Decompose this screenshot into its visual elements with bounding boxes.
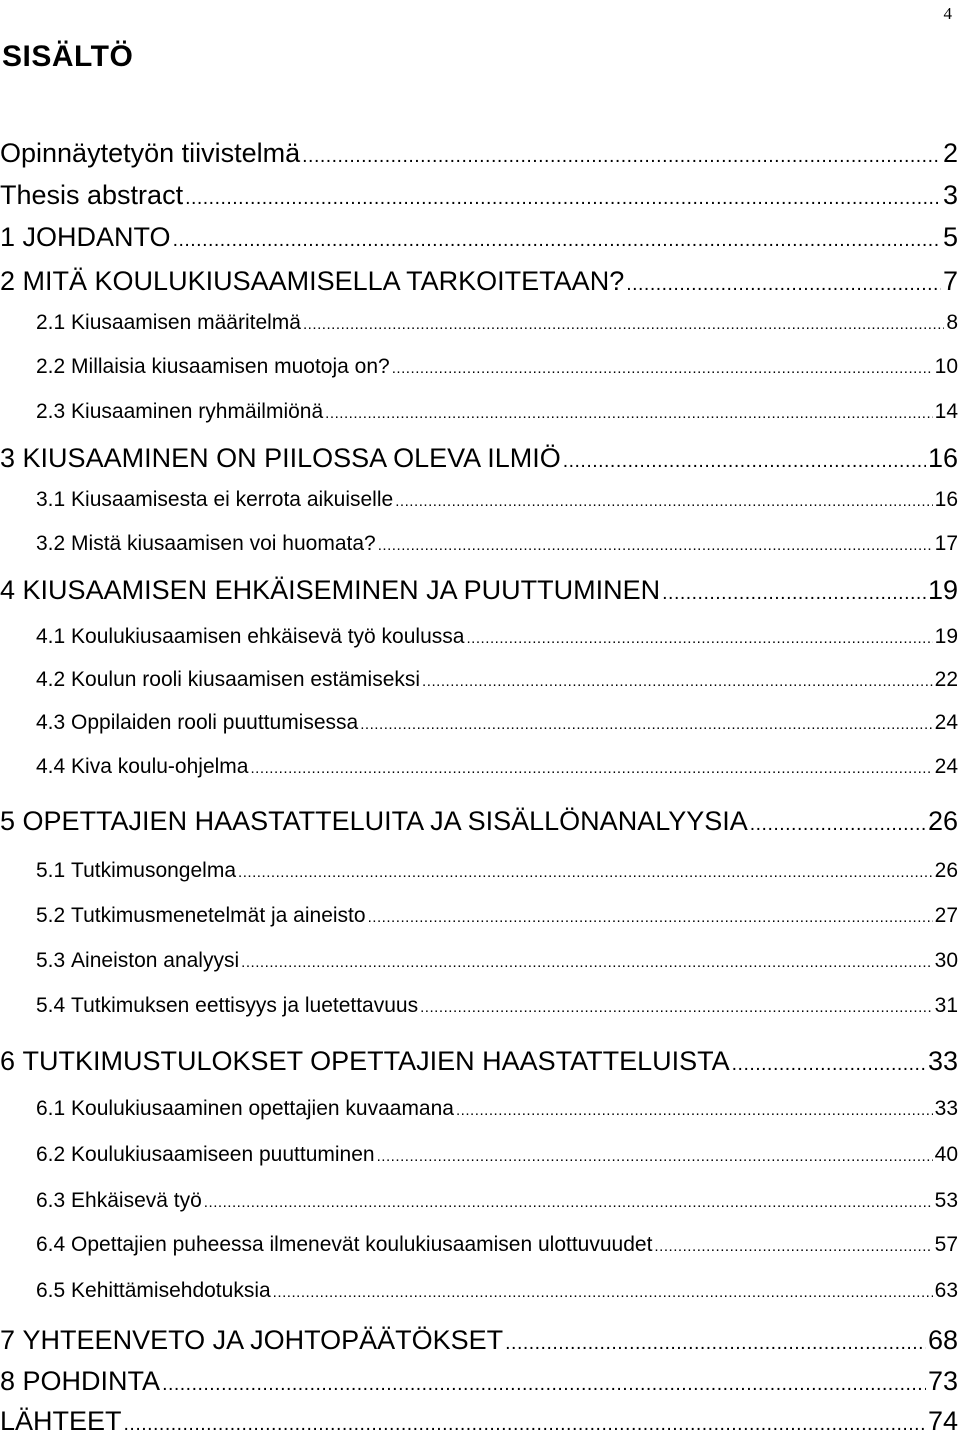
- toc-entry-number: 6.4: [36, 1233, 66, 1256]
- toc-entry-number: 4.1: [36, 625, 66, 648]
- toc-entry[interactable]: [0, 1368, 958, 1395]
- toc-entry[interactable]: [0, 995, 958, 1016]
- toc-entry-number: 4: [0, 575, 16, 605]
- toc-entry-number: 2.3: [36, 400, 66, 423]
- toc-entry-number: 3: [0, 443, 16, 473]
- toc-entry-label: Kehittämisehdotuksia: [71, 1279, 271, 1302]
- toc-entry-page: 24: [934, 755, 958, 778]
- toc-entry-page: 31: [934, 994, 958, 1017]
- toc-entry[interactable]: [0, 1048, 958, 1075]
- toc-entry-leader: [241, 955, 933, 970]
- toc-entry-page: 3: [942, 180, 958, 210]
- toc-entry-number: 5: [0, 806, 16, 836]
- toc-entry[interactable]: [0, 669, 958, 690]
- toc-entry[interactable]: [0, 1098, 958, 1119]
- toc-entry-page: 40: [934, 1143, 958, 1166]
- toc-entry-spacer: [15, 445, 23, 472]
- toc-entry-page: 16: [934, 488, 958, 511]
- toc-entry-number: 2.2: [36, 355, 66, 378]
- toc-entry-leader: [302, 147, 941, 166]
- toc-entry-page: 5: [942, 222, 958, 252]
- toc-entry-page: 7: [942, 266, 958, 296]
- toc-entry-page: 27: [934, 904, 958, 927]
- toc-entry[interactable]: [0, 577, 958, 604]
- toc-entry[interactable]: [0, 445, 958, 472]
- toc-entry-page: 10: [934, 355, 958, 378]
- toc-entry-page: 16: [927, 443, 958, 473]
- toc-entry-number: 1: [0, 222, 16, 252]
- toc-entry-spacer: [15, 1048, 23, 1075]
- toc-entry-label: LÄHTEET: [0, 1406, 122, 1436]
- toc-entry-leader: [395, 494, 932, 509]
- toc-entry-page: 73: [927, 1366, 958, 1396]
- toc-entry-number: 4.2: [36, 668, 66, 691]
- toc-entry-leader: [303, 317, 944, 332]
- toc-entry-label: Koulukiusaaminen opettajien kuvaamana: [71, 1097, 454, 1120]
- toc-entry-label: Kiusaamisesta ei kerrota aikuiselle: [71, 488, 394, 511]
- toc-entry-page: 57: [934, 1233, 958, 1256]
- toc-entry-number: 5.4: [36, 994, 66, 1017]
- toc-entry-leader: [377, 1149, 933, 1164]
- toc-entry-spacer: [15, 1327, 23, 1354]
- toc-entry-leader: [162, 1375, 926, 1394]
- toc-entry-page: 24: [934, 711, 958, 734]
- toc-entry[interactable]: [0, 356, 958, 377]
- toc-entry[interactable]: [0, 1408, 958, 1435]
- toc-entry-leader: [750, 815, 926, 834]
- toc-entry-page: 2: [942, 138, 958, 168]
- toc-entry-page: 33: [927, 1046, 958, 1076]
- toc-entry-label: JOHDANTO: [22, 222, 171, 252]
- toc-entry-spacer: [15, 1368, 23, 1395]
- toc-entry[interactable]: [0, 533, 958, 554]
- toc-entry-page: 14: [934, 400, 958, 423]
- toc-entry-leader: [662, 584, 926, 603]
- toc-entry[interactable]: [0, 312, 958, 333]
- toc-entry-leader: [563, 452, 926, 471]
- toc-entry-leader: [466, 631, 932, 646]
- toc-entry-page: 68: [927, 1325, 958, 1355]
- toc-entry-label: Tutkimuksen eettisyys ja luetettavuus: [71, 994, 419, 1017]
- toc-entry-number: 6: [0, 1046, 16, 1076]
- toc-entry-label: TUTKIMUSTULOKSET OPETTAJIEN HAASTATTELUISTA: [22, 1046, 730, 1076]
- toc-entry[interactable]: [0, 756, 958, 777]
- toc-entry-leader: [273, 1285, 933, 1300]
- toc-entry[interactable]: [0, 140, 958, 167]
- toc-entry-label: Koulun rooli kiusaamisen estämiseksi: [71, 668, 421, 691]
- toc-entry-leader: [238, 865, 933, 880]
- toc-entry-leader: [173, 231, 941, 250]
- toc-entry[interactable]: [0, 489, 958, 510]
- toc-entry-label: Opettajien puheessa ilmenevät koulukiusaamisen ulottuvuudet: [71, 1233, 653, 1256]
- toc-entry-label: Thesis abstract: [0, 180, 184, 210]
- toc-entry-spacer: [15, 808, 23, 835]
- toc-entry-label: Kiva koulu-ohjelma: [71, 755, 249, 778]
- toc-entry-leader: [368, 910, 933, 925]
- toc-entry[interactable]: [0, 808, 958, 835]
- toc-title: SISÄLTÖ: [2, 40, 134, 73]
- toc-entry-leader: [420, 1000, 933, 1015]
- toc-entry-label: Tutkimusmenetelmät ja aineisto: [71, 904, 366, 927]
- toc-entry-number: 8: [0, 1366, 16, 1396]
- toc-entry[interactable]: [0, 860, 958, 881]
- toc-entry-label: Kiusaamisen määritelmä: [71, 311, 301, 334]
- toc-entry-number: 4.3: [36, 711, 66, 734]
- toc-entry-leader: [505, 1334, 926, 1353]
- toc-entry-label: Opinnäytetyön tiivistelmä: [0, 138, 301, 168]
- toc-entry-page: 53: [934, 1189, 958, 1212]
- toc-entry-number: 6.3: [36, 1189, 66, 1212]
- toc-entry-page: 33: [934, 1097, 958, 1120]
- toc-entry-spacer: [15, 224, 23, 251]
- toc-entry-number: 6.5: [36, 1279, 66, 1302]
- toc-entry-page: 74: [927, 1406, 958, 1436]
- toc-entry-leader: [250, 761, 932, 776]
- toc-entry[interactable]: [0, 182, 958, 209]
- toc-entry-label: Tutkimusongelma: [71, 859, 237, 882]
- toc-entry-number: 6.2: [36, 1143, 66, 1166]
- toc-entry-leader: [422, 674, 933, 689]
- toc-entry-page: 19: [927, 575, 958, 605]
- toc-entry-label: Koulukiusaamiseen puuttuminen: [71, 1143, 375, 1166]
- toc-entry-label: Koulukiusaamisen ehkäisevä työ koulussa: [71, 625, 465, 648]
- toc-entry[interactable]: [0, 1190, 958, 1211]
- toc-entry-leader: [185, 189, 941, 208]
- toc-entry-label: KIUSAAMISEN EHKÄISEMINEN JA PUUTTUMINEN: [22, 575, 661, 605]
- toc-entry[interactable]: [0, 950, 958, 971]
- toc-entry-label: POHDINTA: [22, 1366, 161, 1396]
- toc-entry-number: 3.1: [36, 488, 66, 511]
- toc-entry[interactable]: [0, 1280, 958, 1301]
- toc-entry-label: Millaisia kiusaamisen muotoja on?: [71, 355, 390, 378]
- toc-entry[interactable]: [0, 1144, 958, 1165]
- toc-entry[interactable]: [0, 626, 958, 647]
- toc-entry-page: 19: [934, 625, 958, 648]
- toc-entry-number: 2.1: [36, 311, 66, 334]
- toc-entry-page: 22: [934, 668, 958, 691]
- toc-entry-page: 26: [934, 859, 958, 882]
- toc-entry-page: 63: [934, 1279, 958, 1302]
- toc-entry[interactable]: [0, 401, 958, 422]
- toc-entry-label: KIUSAAMINEN ON PIILOSSA OLEVA ILMIÖ: [22, 443, 561, 473]
- toc-entry-leader: [378, 538, 933, 553]
- toc-entry-leader: [325, 406, 932, 421]
- toc-entry-spacer: [15, 577, 23, 604]
- toc-entry-page: 17: [934, 532, 958, 555]
- toc-entry-label: Aineiston analyysi: [71, 949, 240, 972]
- toc-entry[interactable]: [0, 224, 958, 251]
- toc-entry-number: 5.2: [36, 904, 66, 927]
- toc-entry-leader: [360, 717, 932, 732]
- toc-entry-leader: [732, 1055, 926, 1074]
- toc-entry[interactable]: [0, 905, 958, 926]
- toc-entry-leader: [204, 1195, 933, 1210]
- toc-entry-leader: [626, 275, 941, 294]
- toc-entry-label: YHTEENVETO JA JOHTOPÄÄTÖKSET: [22, 1325, 504, 1355]
- toc-entry-label: Ehkäisevä työ: [71, 1189, 202, 1212]
- toc-entry-leader: [654, 1239, 932, 1254]
- toc-entry-number: 7: [0, 1325, 16, 1355]
- toc-entry-label: MITÄ KOULUKIUSAAMISELLA TARKOITETAAN?: [22, 266, 625, 296]
- toc-entry[interactable]: [0, 268, 958, 295]
- toc-entry-label: Mistä kiusaamisen voi huomata?: [71, 532, 376, 555]
- toc-entry-number: 5.1: [36, 859, 66, 882]
- toc-entry-label: Kiusaaminen ryhmäilmiönä: [71, 400, 324, 423]
- toc-entry[interactable]: [0, 1234, 958, 1255]
- toc-entry-number: 5.3: [36, 949, 66, 972]
- toc-entry[interactable]: [0, 1327, 958, 1354]
- toc-entry-number: 4.4: [36, 755, 66, 778]
- toc-entry-leader: [124, 1415, 926, 1434]
- toc-entry-number: 6.1: [36, 1097, 66, 1120]
- toc-entry-leader: [456, 1103, 933, 1118]
- toc-entry-label: OPETTAJIEN HAASTATTELUITA JA SISÄLLÖNANALYYSIA: [22, 806, 748, 836]
- page-number: 4: [943, 4, 952, 23]
- toc-entry-leader: [392, 361, 933, 376]
- toc-entry-number: 3.2: [36, 532, 66, 555]
- toc-entry-page: 30: [934, 949, 958, 972]
- toc-entry-spacer: [15, 268, 23, 295]
- toc-entry-label: Oppilaiden rooli puuttumisessa: [71, 711, 359, 734]
- toc-entry-page: 26: [927, 806, 958, 836]
- toc-entry-number: 2: [0, 266, 16, 296]
- toc-entry[interactable]: [0, 712, 958, 733]
- toc-entry-page: 8: [946, 311, 958, 334]
